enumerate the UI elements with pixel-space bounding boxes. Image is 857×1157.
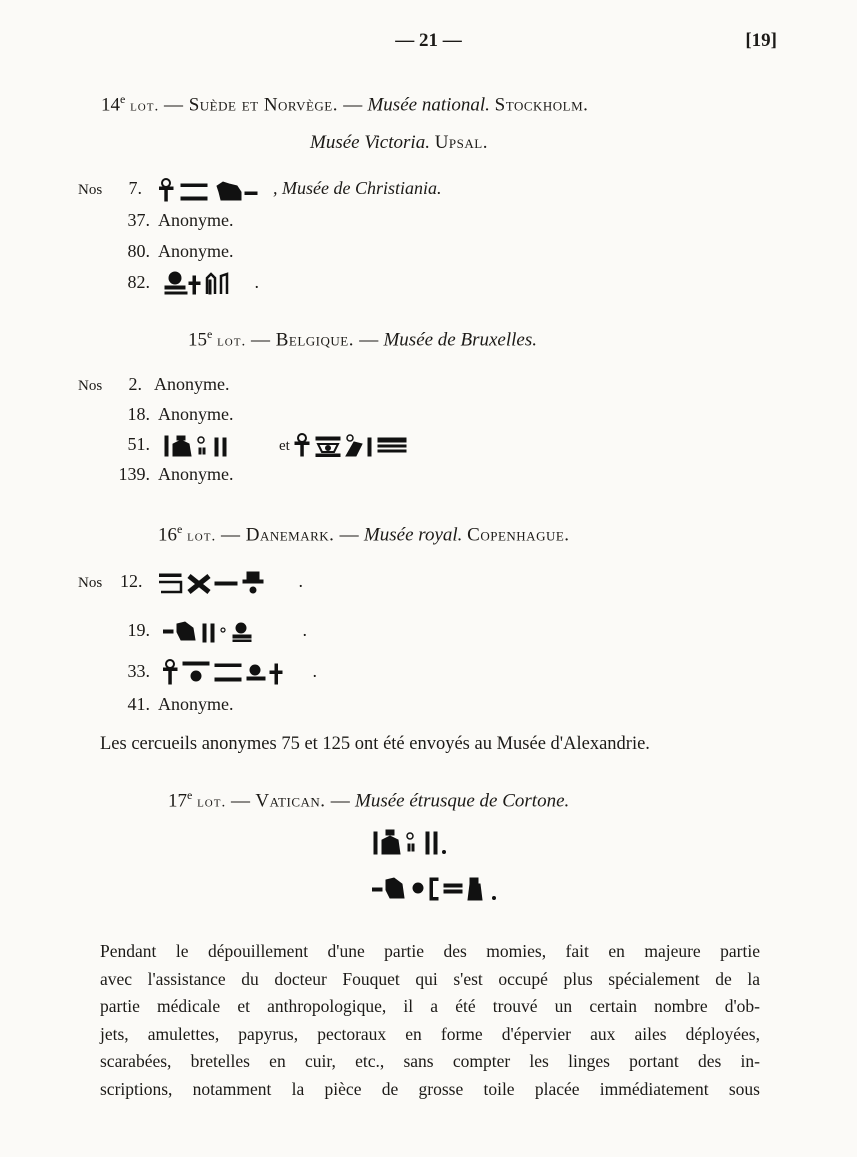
list-item <box>112 432 454 460</box>
hieroglyph-group <box>163 618 303 646</box>
hieroglyph-group <box>163 270 255 298</box>
lot-country: — Belgique. — <box>250 329 379 351</box>
entry-number: 80. <box>127 241 150 261</box>
hieroglyph-line-2 <box>372 872 532 906</box>
list-item <box>112 618 307 646</box>
nos-label: Nos <box>78 378 103 394</box>
entry-text: Anonyme. <box>158 694 234 714</box>
paragraph-line: scarabées, bretelles en cuir, etc., sans compter les linges portant des in- <box>100 1051 760 1071</box>
paragraph-line: scriptions, notamment la pièce de grosse toile placée immédiatement sous <box>100 1078 760 1099</box>
lot-number: 16 <box>158 524 177 546</box>
list-item <box>100 464 234 485</box>
entry-text: Anonyme. <box>158 241 234 261</box>
lot-number: 14 <box>101 94 120 116</box>
entry-text: . <box>302 620 307 641</box>
bracket-page-number: [19] <box>745 30 777 51</box>
lot-word: lot. <box>217 333 247 350</box>
list-item <box>112 210 234 231</box>
entry-number: 37. <box>127 210 150 230</box>
list-item <box>112 270 259 298</box>
hieroglyph-group <box>159 568 299 598</box>
entry-number: 12. <box>120 571 143 592</box>
nos-label: Nos <box>78 182 103 199</box>
museum-name: Musée de Bruxelles. <box>383 329 537 351</box>
nos-label: Nos <box>78 575 103 592</box>
entry-text: . <box>312 661 317 682</box>
paragraph-line: jets, amulettes, papyrus, pectoraux en forme d'épervier aux ailes déployées, <box>100 1023 760 1044</box>
lot-word: lot. <box>187 528 217 545</box>
entry-text: . <box>298 571 303 592</box>
lot17-heading <box>168 788 569 812</box>
entry-number: 18. <box>127 404 150 424</box>
entry-number: 2. <box>128 374 142 394</box>
lot-suffix: e <box>120 92 126 106</box>
lot-suffix: e <box>187 788 193 802</box>
lot-word: lot. <box>130 98 160 115</box>
list-item <box>78 568 303 598</box>
city-name: Upsal. <box>434 132 488 153</box>
paragraph-line: Pendant le dépouillement d'une partie des momies, fait en majeure partie <box>100 941 760 961</box>
entry-text: Anonyme. <box>158 404 234 424</box>
list-item <box>78 178 442 202</box>
museum-name: Musée étrusque de Cortone. <box>355 790 570 812</box>
entry-text: . <box>254 272 259 293</box>
museum-name: Musée national. <box>367 94 490 116</box>
list-item <box>112 694 234 715</box>
page-number: — 21 — <box>395 30 462 51</box>
museum-name: Musée Victoria. <box>310 132 430 153</box>
entry-text: Anonyme. <box>158 210 234 230</box>
list-item <box>112 658 317 688</box>
hieroglyph-group <box>294 432 454 460</box>
body-paragraph <box>100 938 760 1103</box>
hieroglyph-group <box>163 658 313 688</box>
lot-number: 15 <box>188 329 207 351</box>
hieroglyph-ankh-group <box>159 178 269 202</box>
entry-number: 41. <box>127 694 150 714</box>
entry-text: Anonyme. <box>154 374 230 394</box>
list-item <box>78 374 230 395</box>
lot14-heading <box>101 92 588 116</box>
entry-text: Anonyme. <box>158 464 234 484</box>
paragraph-line: partie médicale et anthropologique, il a été trouvé un certain nombre d'ob- <box>100 996 760 1016</box>
entry-number: 51. <box>127 434 150 455</box>
entry-number: 19. <box>127 620 150 641</box>
lot14-subheading <box>310 132 488 154</box>
paragraph-line: avec l'assistance du docteur Fouquet qui s'est occupé plus spécialement de la <box>100 968 760 989</box>
entry-number: 82. <box>127 272 150 293</box>
entry-number: 33. <box>127 661 150 682</box>
lot15-heading <box>188 327 537 351</box>
lot-suffix: e <box>207 327 213 341</box>
lot-word: lot. <box>197 794 227 811</box>
hieroglyph-line-1 <box>372 826 492 860</box>
alexandrie-note: Les cercueils anonymes 75 et 125 ont été envoyés au Musée d'Alexandrie. <box>100 734 650 754</box>
lot16-heading <box>158 522 570 546</box>
lot-suffix: e <box>177 522 183 536</box>
city-name: Stockholm. <box>494 94 589 116</box>
lot-country: — Danemark. — <box>220 524 360 546</box>
entry-text: , Musée de Christiania. <box>273 178 442 199</box>
hieroglyph-group <box>163 432 275 460</box>
entry-number: 139. <box>118 464 150 484</box>
list-item <box>112 404 234 425</box>
city-name: Copenhague. <box>467 524 570 546</box>
list-item <box>112 241 234 262</box>
lot-country: — Vatican. — <box>230 790 351 812</box>
lot-country: — Suède et Norvège. — <box>163 94 363 116</box>
lot-number: 17 <box>168 790 187 812</box>
entry-text: et <box>279 438 290 455</box>
museum-name: Musée royal. <box>363 524 463 546</box>
entry-number: 7. <box>128 178 142 199</box>
